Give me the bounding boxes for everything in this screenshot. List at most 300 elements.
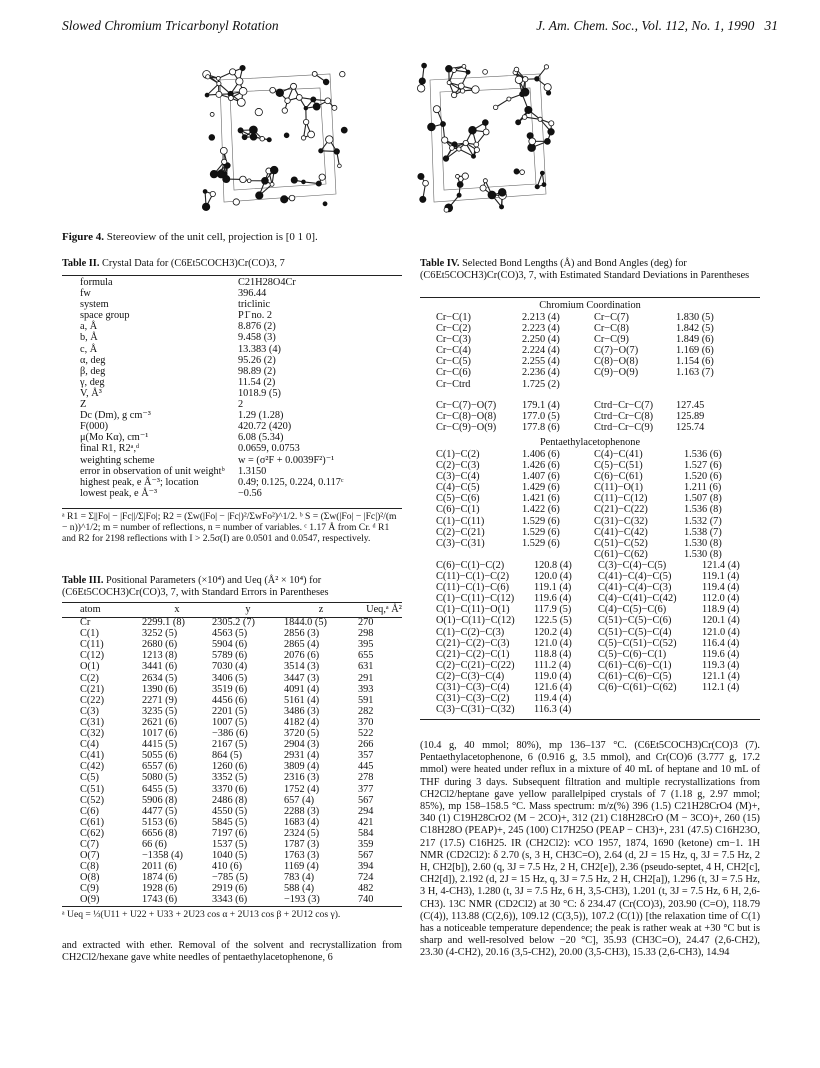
table-cell: 282 <box>358 705 374 717</box>
atom-ellipsoid <box>418 173 424 179</box>
table-cell: 120.0 (4) <box>534 571 572 583</box>
table-cell: 66 (6) <box>142 838 167 850</box>
table-cell: Dc (Dm), g cm⁻³ <box>80 410 151 422</box>
table-cell: C(4)−C(41) <box>594 449 643 460</box>
table-cell: Cr−C(2) <box>436 323 471 335</box>
table-cell: 4550 (5) <box>212 805 248 817</box>
table-row <box>80 806 410 817</box>
atom-ellipsoid <box>514 67 519 72</box>
table-cell: 112.1 (4) <box>702 682 740 694</box>
table-cell: 1213 (8) <box>142 650 178 662</box>
table2-footnote: ᵃ R1 = Σ||Fo| − |Fc||/Σ|Fo|; R2 = (Σw(|Fo| − |Fc|)²/ΣwFo²)^1/2. ᵇ S = (Σw(|Fo| − |Fc|)²/(m − n))^1/2; m = number of reflections, n = number of variables. ᶜ 1.17 Å from Cr. ᵈ R1 and R2 for 2198 reflections with I > 2.5σ(I) are 0.0501 and 0.0547, respectively. <box>62 511 397 544</box>
table-cell: fw <box>80 288 91 300</box>
table3-bottom-rule <box>62 906 402 907</box>
table3-top-rule <box>62 602 402 603</box>
table2-bottom-rule <box>62 508 402 509</box>
table-cell: C(31)−C(3)−C(2) <box>436 693 510 705</box>
table-cell: V, Å³ <box>80 387 102 399</box>
table-cell: 395 <box>358 639 374 651</box>
table-row <box>436 400 736 411</box>
atom-ellipsoid <box>463 140 468 145</box>
table3-caption: Table III. Positional Parameters (×10⁴) and Ueq (Å² × 10⁴) for (C6Et5COCH3)Cr(CO)3, 7, with Standard Errors in Parentheses <box>62 575 329 598</box>
table-cell: 5906 (8) <box>142 794 178 806</box>
table-cell: C(4)−C(5) <box>436 482 480 494</box>
table-cell: 410 (6) <box>212 861 243 873</box>
table-cell: Cr−C(7)−O(7) <box>436 400 497 411</box>
table-cell: 1.426 (6) <box>522 460 560 472</box>
atom-ellipsoid <box>548 129 555 136</box>
atom-ellipsoid <box>203 190 207 194</box>
table-row <box>80 617 410 628</box>
atom-ellipsoid <box>457 147 461 151</box>
atom-ellipsoid <box>462 64 466 68</box>
table-cell: 121.0 (4) <box>702 626 740 638</box>
atom-ellipsoid <box>202 203 209 210</box>
table-cell: 119.6 (4) <box>702 648 740 660</box>
table-cell: C(62) <box>80 827 105 839</box>
table-cell: 1752 (4) <box>284 783 320 795</box>
table-cell: α, deg <box>80 354 106 366</box>
atom-ellipsoid <box>522 115 527 120</box>
table-cell: 6656 (8) <box>142 827 178 839</box>
table-cell: C(41) <box>80 750 105 762</box>
table-cell: 3514 (3) <box>284 661 320 673</box>
table-cell: 2299.1 (8) <box>142 617 185 629</box>
table-cell: 591 <box>358 694 374 706</box>
atom-ellipsoid <box>325 98 331 104</box>
table-cell: C(2)−C(21) <box>436 526 485 538</box>
atom-ellipsoid <box>483 69 488 74</box>
table-row <box>80 661 410 672</box>
table-cell: 3720 (5) <box>284 728 320 740</box>
table-cell: 1.529 (6) <box>522 515 560 527</box>
table-cell: 2486 (8) <box>212 794 248 806</box>
table-cell: C(51)−C(52) <box>594 537 648 549</box>
atom-ellipsoid <box>535 76 540 81</box>
table-cell: 3406 (5) <box>212 672 248 684</box>
table-cell: 119.1 (4) <box>534 582 572 594</box>
table-cell: 6557 (6) <box>142 761 178 773</box>
table-cell: 724 <box>358 872 374 884</box>
table-cell: 3252 (5) <box>142 628 178 640</box>
table-cell: 4415 (5) <box>142 739 178 751</box>
table-cell: C(6) <box>80 805 99 817</box>
table3-header-rule <box>62 617 402 618</box>
table-cell: 121.4 (4) <box>702 560 740 571</box>
table-cell: 1390 (6) <box>142 683 178 695</box>
table-cell: 2 <box>238 399 244 411</box>
table-row <box>80 684 410 695</box>
atom-ellipsoid <box>256 192 263 199</box>
atom-ellipsoid <box>228 96 233 101</box>
table-cell: 1.169 (6) <box>676 345 714 357</box>
atom-ellipsoid <box>209 135 215 141</box>
table-cell: Cr−C(4) <box>436 345 471 357</box>
table-cell: 177.0 (5) <box>522 411 560 423</box>
atom-ellipsoid <box>457 182 463 188</box>
table-cell: 6455 (5) <box>142 783 178 795</box>
table-cell: 1.507 (8) <box>684 493 722 505</box>
atom-ellipsoid <box>262 177 269 184</box>
table-cell: 2324 (5) <box>284 827 320 839</box>
table-cell: C(41)−C(4)−C(5) <box>598 571 672 583</box>
atom-ellipsoid <box>443 156 449 162</box>
atom-ellipsoid <box>488 191 496 199</box>
atom-ellipsoid <box>456 174 460 178</box>
atom-ellipsoid <box>493 105 498 110</box>
atom-ellipsoid <box>323 79 329 85</box>
atom-ellipsoid <box>535 185 539 189</box>
table-cell: C(51)−C(5)−C(6) <box>598 615 672 627</box>
table-row <box>80 650 410 661</box>
table-cell: 2.224 (4) <box>522 345 560 357</box>
table-cell: 1017 (6) <box>142 728 178 740</box>
table-cell: 2931 (4) <box>284 750 320 762</box>
table-row <box>436 516 744 527</box>
table-cell: 2.223 (4) <box>522 323 560 335</box>
table-cell: C(11) <box>80 639 104 651</box>
table-cell: 2.236 (4) <box>522 367 560 379</box>
table-cell: C(3)−C(4)−C(5) <box>598 560 667 571</box>
atom-ellipsoid <box>474 147 479 152</box>
atom-ellipsoid <box>230 69 236 75</box>
atom-ellipsoid <box>216 76 220 80</box>
table-cell: 357 <box>358 750 374 762</box>
atom-ellipsoid <box>447 81 451 85</box>
table-cell: 0.0659, 0.0753 <box>238 443 300 455</box>
atom-ellipsoid <box>544 84 551 91</box>
table-cell: C(8) <box>80 861 99 873</box>
table-cell: 3352 (5) <box>212 772 248 784</box>
table-row <box>436 471 744 482</box>
table-cell: 8.876 (2) <box>238 321 276 333</box>
atom-ellipsoid <box>316 181 321 186</box>
table-cell: −193 (3) <box>284 894 320 906</box>
atom-ellipsoid <box>238 128 243 133</box>
table-cell: 3441 (6) <box>142 661 178 673</box>
table-cell: 1.536 (8) <box>684 504 722 516</box>
atom-ellipsoid <box>312 71 317 76</box>
table-row <box>436 704 758 715</box>
table-cell: F(000) <box>80 421 109 433</box>
table-cell: 9.458 (3) <box>238 332 276 344</box>
atom-ellipsoid <box>457 193 461 197</box>
column-header: x <box>174 604 180 615</box>
atom-ellipsoid <box>466 70 470 74</box>
atom-ellipsoid <box>462 173 468 179</box>
atom-ellipsoid <box>482 120 488 126</box>
atom-ellipsoid <box>483 129 489 135</box>
table-cell: 1.538 (7) <box>684 526 722 538</box>
table-row <box>80 355 398 366</box>
atom-ellipsoid <box>281 196 288 203</box>
table-row <box>436 334 736 345</box>
column-header: z <box>318 604 324 615</box>
table-cell: 1.532 (7) <box>684 515 722 527</box>
table-cell: O(9) <box>80 894 100 906</box>
table-cell: C(5)−C(51)−C(52) <box>598 637 677 649</box>
table-row <box>80 288 398 299</box>
table-cell: 1928 (6) <box>142 883 178 895</box>
table-cell: 567 <box>358 794 374 806</box>
table-cell: C(1)−C(11)−C(12) <box>436 593 515 605</box>
table-cell: C(9)−O(9) <box>594 367 639 379</box>
atom-ellipsoid <box>319 149 323 153</box>
table-cell: 1.29 (1.28) <box>238 410 284 422</box>
table-cell: C(3)−C(31)−C(32) <box>436 704 515 716</box>
stereoview-left-image <box>190 52 360 222</box>
table-cell: 5904 (6) <box>212 639 248 651</box>
table-cell: Cr−C(8)−O(8) <box>436 411 497 423</box>
atom-ellipsoid <box>210 170 218 178</box>
atom-ellipsoid <box>249 126 257 134</box>
table-cell: C(7)−O(7) <box>594 345 639 357</box>
table4-ligand-bond-lengths <box>436 449 744 560</box>
table-cell: 1.529 (6) <box>522 526 560 538</box>
column-header: y <box>245 604 251 615</box>
atom-ellipsoid <box>540 171 544 175</box>
table-cell: C(6)−C(61) <box>594 471 643 483</box>
atom-ellipsoid <box>483 179 487 183</box>
table-cell: 1.3150 <box>238 465 267 477</box>
atom-ellipsoid <box>422 63 427 68</box>
left-column-body-text: and extracted with ether. Removal of the solvent and recrystallization from CH2Cl2/hexane gave white needles of pentaethylacetophenone, 6 <box>62 940 402 964</box>
table-cell: 122.5 (5) <box>534 615 572 627</box>
table-cell <box>594 379 676 390</box>
table-cell: 119.1 (4) <box>702 571 740 583</box>
atom-ellipsoid <box>217 170 225 178</box>
table-row <box>80 706 410 717</box>
table-cell: C(7) <box>80 838 99 850</box>
running-header <box>62 18 778 38</box>
atom-ellipsoid <box>233 199 239 205</box>
table-cell: 119.0 (4) <box>534 670 572 682</box>
table-cell: C(21)−C(22) <box>594 504 648 516</box>
table-row <box>436 527 744 538</box>
table-row <box>436 560 758 571</box>
table-cell: 2634 (5) <box>142 672 178 684</box>
table-cell: 3809 (4) <box>284 761 320 773</box>
atom-ellipsoid <box>538 117 542 121</box>
table-row <box>80 817 410 828</box>
table-cell: C(41)−C(4)−C(3) <box>598 582 672 594</box>
atom-ellipsoid <box>296 95 302 101</box>
table-cell: 5161 (4) <box>284 694 320 706</box>
atom-ellipsoid <box>220 147 227 154</box>
table-row <box>80 310 398 321</box>
table-cell: −785 (5) <box>212 872 248 884</box>
atom-ellipsoid <box>507 97 511 101</box>
atom-ellipsoid <box>240 176 247 183</box>
table-cell: Cr−C(6) <box>436 367 471 379</box>
table-cell: C(2)−C(3) <box>436 460 480 472</box>
table3-positional-parameters <box>80 604 410 906</box>
table-cell: 119.6 (4) <box>534 593 572 605</box>
table-cell: 2904 (3) <box>284 739 320 751</box>
table-row <box>80 321 398 332</box>
atom-ellipsoid <box>544 65 548 69</box>
table-cell: 4456 (6) <box>212 694 248 706</box>
table-cell: 2856 (3) <box>284 628 320 640</box>
table-cell: C(3)−C(31) <box>436 537 485 549</box>
table-cell: C(11)−C(1)−C(2) <box>436 571 510 583</box>
table-cell: 1787 (3) <box>284 838 320 850</box>
table-cell: 270 <box>358 617 374 629</box>
table-cell: 120.2 (4) <box>534 626 572 638</box>
table-cell: Ctrd−Cr−C(9) <box>594 422 654 434</box>
table-cell: 1.429 (6) <box>522 482 560 494</box>
table-row <box>80 377 398 388</box>
atom-ellipsoid <box>442 137 448 143</box>
table-cell: 421 <box>358 816 374 828</box>
table-cell: C(51)−C(5)−C(4) <box>598 626 672 638</box>
atom-ellipsoid <box>291 177 297 183</box>
table-cell: 298 <box>358 628 374 640</box>
atom-ellipsoid <box>242 135 247 140</box>
atom-ellipsoid <box>498 189 506 197</box>
table-cell: C(12) <box>80 650 105 662</box>
table-cell <box>598 693 702 704</box>
table-cell: 396.44 <box>238 288 267 300</box>
table-cell: 118.9 (4) <box>702 604 740 616</box>
column-header: Ueq,ᵃ Å² <box>366 604 402 615</box>
table-cell: 2.255 (4) <box>522 356 560 368</box>
table-cell: Cr <box>80 617 91 629</box>
table-cell: 5153 (6) <box>142 816 178 828</box>
atom-ellipsoid <box>423 180 429 186</box>
header-title: Slowed Chromium Tricarbonyl Rotation <box>62 18 279 33</box>
table-cell: 4563 (5) <box>212 628 248 640</box>
table-cell: 2680 (6) <box>142 639 178 651</box>
table-cell: P1̄ no. 2 <box>238 310 273 322</box>
table-cell: 394 <box>358 861 374 873</box>
table-cell: 1.842 (5) <box>676 323 714 335</box>
table-cell: 120.8 (4) <box>534 560 572 571</box>
table-cell: 2167 (5) <box>212 739 248 751</box>
table-row <box>436 582 758 593</box>
table-cell: μ(Mo Kα), cm⁻¹ <box>80 432 149 444</box>
atom-ellipsoid <box>285 98 291 104</box>
table-cell: 864 (5) <box>212 750 243 762</box>
atom-ellipsoid <box>514 169 519 174</box>
table-cell: 1.529 (6) <box>522 537 560 549</box>
atom-ellipsoid <box>340 71 345 76</box>
table-cell: C(61) <box>80 816 105 828</box>
table-row <box>80 894 410 905</box>
table-row <box>80 639 410 650</box>
table-cell: error in observation of unit weightᵇ <box>80 465 225 477</box>
table-cell: C(52) <box>80 794 105 806</box>
atom-ellipsoid <box>428 123 436 131</box>
table-cell: C(31)−C(32) <box>594 515 648 527</box>
table-row <box>80 466 398 477</box>
atom-ellipsoid <box>247 179 251 183</box>
table-cell: C(42) <box>80 761 105 773</box>
table-row <box>436 671 758 682</box>
table-cell: C(4)−C(5)−C(6) <box>598 604 667 616</box>
table-row <box>80 477 398 488</box>
table-cell: 1.406 (6) <box>522 449 560 460</box>
table-cell: 3343 (6) <box>212 894 248 906</box>
figure4-caption: Figure 4. Stereoview of the unit cell, projection is [0 1 0]. <box>62 231 318 243</box>
table-cell: 1537 (5) <box>212 838 248 850</box>
atom-ellipsoid <box>239 87 247 95</box>
table-cell: C(5) <box>80 772 99 784</box>
table-row <box>80 366 398 377</box>
table-cell: C(61)−C(62) <box>594 548 648 560</box>
table-cell: 1.421 (6) <box>522 493 560 505</box>
table-row <box>80 839 410 850</box>
header-journal: J. Am. Chem. Soc., Vol. 112, No. 1, 1990 31 <box>536 18 778 33</box>
table-cell: C(61)−C(6)−C(5) <box>598 670 672 682</box>
table-row <box>436 538 744 549</box>
table-cell: 1.211 (6) <box>684 482 722 494</box>
table-cell: 1.527 (6) <box>684 460 722 472</box>
table-cell: triclinic <box>238 299 271 311</box>
table-cell: formula <box>80 277 113 288</box>
table-row <box>80 784 410 795</box>
table-row <box>436 504 744 515</box>
table2-top-rule <box>62 275 402 276</box>
table-row <box>436 627 758 638</box>
table-cell: Cr−C(8) <box>594 323 629 335</box>
table-row <box>80 883 410 894</box>
table-cell: 1007 (5) <box>212 716 248 728</box>
table-row <box>436 682 758 693</box>
table-cell: 588 (4) <box>284 883 315 895</box>
table-cell: C(11)−O(1) <box>594 482 643 494</box>
table-row <box>80 673 410 684</box>
table-row <box>80 388 398 399</box>
atom-ellipsoid <box>270 166 278 174</box>
atom-ellipsoid <box>546 91 550 95</box>
table-cell: 266 <box>358 739 374 751</box>
table-cell: Cr−Ctrd <box>436 378 471 390</box>
table-cell: 2.250 (4) <box>522 334 560 346</box>
table-cell: C(11)−C(1)−C(6) <box>436 582 510 594</box>
stereoview-right-image <box>400 52 570 222</box>
table-cell: 119.3 (4) <box>702 659 740 671</box>
table-row <box>80 795 410 806</box>
table-cell: 3235 (5) <box>142 705 178 717</box>
atom-ellipsoid <box>420 196 426 202</box>
table-cell: C(21)−C(2)−C(3) <box>436 637 510 649</box>
table-cell: 584 <box>358 827 374 839</box>
atom-ellipsoid <box>341 127 347 133</box>
table4-caption: Table IV. Selected Bond Lengths (Å) and Bond Angles (deg) for (C6Et5COCH3)Cr(CO)3, 7, with Estimated Standard Deviations in Parentheses <box>420 258 750 281</box>
table-row <box>436 660 758 671</box>
table2-crystal-data <box>80 277 398 499</box>
atom-ellipsoid <box>255 108 262 115</box>
table-cell: C(1)−C(2)−C(3) <box>436 626 505 638</box>
table-cell: Cr−C(5) <box>436 356 471 368</box>
atom-ellipsoid <box>304 106 308 110</box>
table-cell: 127.45 <box>676 400 705 411</box>
table-cell: 179.1 (4) <box>522 400 560 411</box>
table-cell: 5055 (6) <box>142 750 178 762</box>
atom-ellipsoid <box>469 126 477 134</box>
table-cell: 291 <box>358 672 374 684</box>
table-row <box>436 593 758 604</box>
table-row <box>80 421 398 432</box>
table-cell: C(1) <box>80 628 99 640</box>
table-cell: 2316 (3) <box>284 772 320 784</box>
table-cell: C(22) <box>80 694 105 706</box>
table-cell: 121.1 (4) <box>702 670 740 682</box>
table-cell: 11.54 (2) <box>238 376 276 388</box>
table-cell: C(11)−C(12) <box>594 493 648 505</box>
table-row <box>436 693 758 704</box>
